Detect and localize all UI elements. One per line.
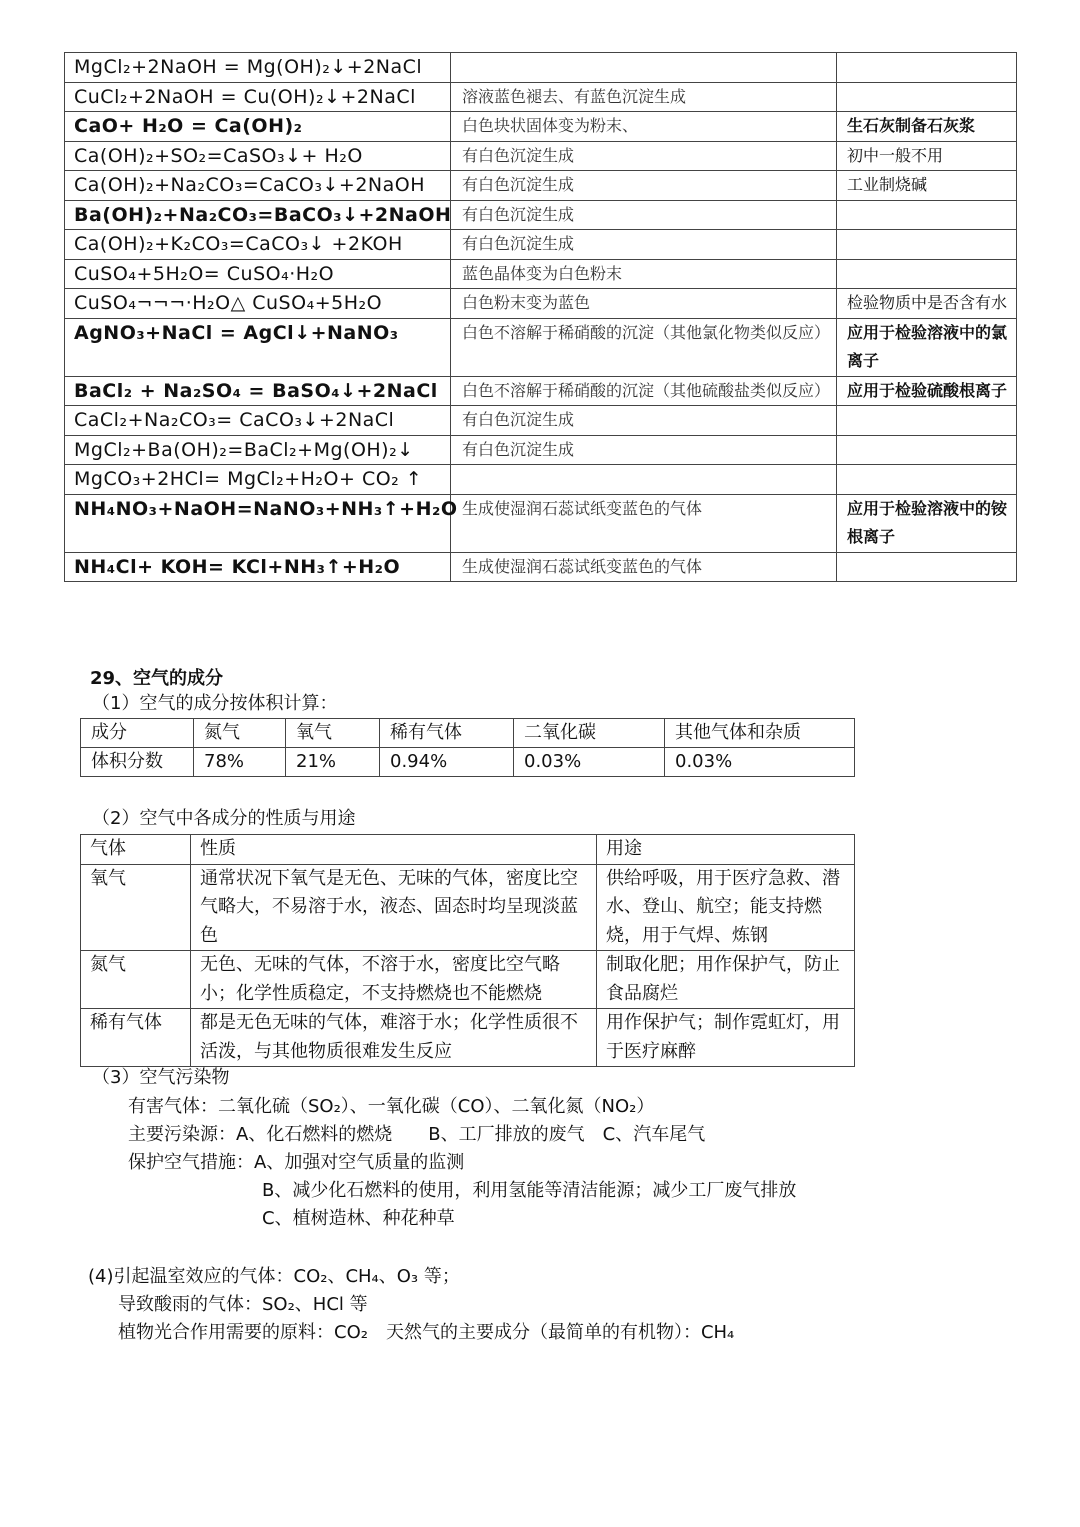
gas-use: 用作保护气；制作霓虹灯，用于医疗麻醉 <box>597 1009 855 1067</box>
subsection-3-title: （3）空气污染物 <box>92 1067 230 1088</box>
reaction-row <box>65 552 1017 582</box>
reaction-equation: NH₄Cl+ KOH= KCl+NH₃↑+H₂O <box>65 552 451 582</box>
reaction-row <box>65 171 1017 201</box>
reaction-phenomenon: 生成使湿润石蕊试纸变蓝色的气体 <box>451 494 837 552</box>
photosynthesis-note: 植物光合作用需要的原料：CO₂ 天然气的主要成分（最简单的有机物）：CH₄ <box>118 1322 735 1343</box>
reaction-note <box>837 552 1017 582</box>
reaction-note: 生石灰制备石灰浆 <box>837 112 1017 142</box>
reaction-note <box>837 200 1017 230</box>
protection-measure-a: 保护空气措施：A、加强对空气质量的监测 <box>128 1152 465 1173</box>
reaction-row <box>65 53 1017 83</box>
reaction-note <box>837 465 1017 495</box>
reaction-note: 应用于检验溶液中的铵根离子 <box>837 494 1017 552</box>
reaction-row <box>65 406 1017 436</box>
subsection-2-title: （2）空气中各成分的性质与用途 <box>92 808 356 829</box>
reaction-note <box>837 259 1017 289</box>
reaction-phenomenon: 有白色沉淀生成 <box>451 435 837 465</box>
reaction-equation: AgNO₃+NaCl = AgCl↓+NaNO₃ <box>65 318 451 376</box>
gas-property: 都是无色无味的气体，难溶于水；化学性质很不活泼，与其他物质很难发生反应 <box>191 1009 597 1067</box>
reaction-note: 初中一般不用 <box>837 141 1017 171</box>
harmful-gases: 有害气体：二氧化硫（SO₂）、一氧化碳（CO）、二氧化氮（NO₂） <box>128 1096 655 1117</box>
reaction-phenomenon: 白色不溶解于稀硝酸的沉淀（其他氯化物类似反应） <box>451 318 837 376</box>
reaction-equation: Ba(OH)₂+Na₂CO₃=BaCO₃↓+2NaOH <box>65 200 451 230</box>
gas-name: 氮气 <box>81 951 191 1009</box>
reaction-phenomenon: 白色粉末变为蓝色 <box>451 289 837 319</box>
properties-row <box>81 1009 855 1067</box>
reaction-note: 检验物质中是否含有水 <box>837 289 1017 319</box>
reaction-phenomenon: 有白色沉淀生成 <box>451 200 837 230</box>
reaction-equation: CaO+ H₂O = Ca(OH)₂ <box>65 112 451 142</box>
protection-measure-b: B、减少化石燃料的使用，利用氢能等清洁能源；减少工厂废气排放 <box>262 1180 797 1201</box>
reaction-phenomenon: 有白色沉淀生成 <box>451 230 837 260</box>
gas-use: 制取化肥；用作保护气，防止食品腐烂 <box>597 951 855 1009</box>
reaction-table <box>64 52 1017 582</box>
volume-value-cell: 体积分数 <box>81 748 194 777</box>
reaction-row <box>65 465 1017 495</box>
reaction-row <box>65 259 1017 289</box>
volume-header-cell: 二氧化碳 <box>514 719 665 748</box>
reaction-phenomenon: 蓝色晶体变为白色粉末 <box>451 259 837 289</box>
reaction-phenomenon: 有白色沉淀生成 <box>451 141 837 171</box>
reaction-note <box>837 230 1017 260</box>
acid-rain-gases: 导致酸雨的气体：SO₂、HCl 等 <box>118 1294 368 1315</box>
reaction-row <box>65 376 1017 406</box>
gas-property: 无色、无味的气体，不溶于水，密度比空气略小；化学性质稳定，不支持燃烧也不能燃烧 <box>191 951 597 1009</box>
reaction-equation: MgCl₂+Ba(OH)₂=BaCl₂+Mg(OH)₂↓ <box>65 435 451 465</box>
volume-value-cell: 0.94% <box>380 748 514 777</box>
volume-value-cell: 0.03% <box>514 748 665 777</box>
reaction-phenomenon: 溶液蓝色褪去、有蓝色沉淀生成 <box>451 82 837 112</box>
reaction-phenomenon: 白色不溶解于稀硝酸的沉淀（其他硫酸盐类似反应） <box>451 376 837 406</box>
reaction-row <box>65 82 1017 112</box>
reaction-row <box>65 289 1017 319</box>
properties-header-cell: 气体 <box>81 835 191 865</box>
reaction-note: 工业制烧碱 <box>837 171 1017 201</box>
reaction-phenomenon <box>451 465 837 495</box>
reaction-equation: Ca(OH)₂+K₂CO₃=CaCO₃↓ +2KOH <box>65 230 451 260</box>
volume-header-row <box>81 719 855 748</box>
gas-property: 通常状况下氧气是无色、无味的气体，密度比空气略大，不易溶于水，液态、固态时均呈现淡蓝色 <box>191 864 597 951</box>
properties-table <box>80 834 855 1067</box>
reaction-equation: Ca(OH)₂+SO₂=CaSO₃↓+ H₂O <box>65 141 451 171</box>
reaction-row <box>65 494 1017 552</box>
properties-header-row <box>81 835 855 865</box>
reaction-note <box>837 82 1017 112</box>
volume-header-cell: 稀有气体 <box>380 719 514 748</box>
reaction-equation: CuSO₄¬¬¬·H₂O△ CuSO₄+5H₂O <box>65 289 451 319</box>
reaction-note <box>837 53 1017 83</box>
reaction-equation: NH₄NO₃+NaOH=NaNO₃+NH₃↑+H₂O <box>65 494 451 552</box>
gas-name: 稀有气体 <box>81 1009 191 1067</box>
reaction-note: 应用于检验硫酸根离子 <box>837 376 1017 406</box>
reaction-equation: MgCl₂+2NaOH = Mg(OH)₂↓+2NaCl <box>65 53 451 83</box>
reaction-equation: CaCl₂+Na₂CO₃= CaCO₃↓+2NaCl <box>65 406 451 436</box>
properties-header-cell: 性质 <box>191 835 597 865</box>
reaction-note <box>837 406 1017 436</box>
reaction-phenomenon: 白色块状固体变为粉末、 <box>451 112 837 142</box>
volume-header-cell: 氮气 <box>194 719 286 748</box>
protection-measure-c: C、植树造林、种花种草 <box>262 1208 455 1229</box>
reaction-equation: CuSO₄+5H₂O= CuSO₄·H₂O <box>65 259 451 289</box>
gas-use: 供给呼吸，用于医疗急救、潜水、登山、航空；能支持燃烧，用于气焊、炼钢 <box>597 864 855 951</box>
reaction-phenomenon: 生成使湿润石蕊试纸变蓝色的气体 <box>451 552 837 582</box>
reaction-phenomenon <box>451 53 837 83</box>
reaction-equation: BaCl₂ + Na₂SO₄ = BaSO₄↓+2NaCl <box>65 376 451 406</box>
properties-row <box>81 864 855 951</box>
reaction-row <box>65 141 1017 171</box>
reaction-phenomenon: 有白色沉淀生成 <box>451 171 837 201</box>
reaction-row <box>65 230 1017 260</box>
volume-value-cell: 0.03% <box>665 748 855 777</box>
section-title: 29、空气的成分 <box>90 668 224 689</box>
reaction-note: 应用于检验溶液中的氯离子 <box>837 318 1017 376</box>
properties-header-cell: 用途 <box>597 835 855 865</box>
properties-row <box>81 951 855 1009</box>
greenhouse-gases: (4)引起温室效应的气体：CO₂、CH₄、O₃ 等； <box>88 1266 460 1287</box>
reaction-equation: Ca(OH)₂+Na₂CO₃=CaCO₃↓+2NaOH <box>65 171 451 201</box>
reaction-row <box>65 318 1017 376</box>
volume-header-cell: 其他气体和杂质 <box>665 719 855 748</box>
volume-value-row <box>81 748 855 777</box>
pollution-sources: 主要污染源：A、化石燃料的燃烧 B、工厂排放的废气 C、汽车尾气 <box>128 1124 706 1145</box>
reaction-note <box>837 435 1017 465</box>
volume-table <box>80 718 855 777</box>
reaction-row <box>65 435 1017 465</box>
reaction-phenomenon: 有白色沉淀生成 <box>451 406 837 436</box>
gas-name: 氧气 <box>81 864 191 951</box>
reaction-equation: MgCO₃+2HCl= MgCl₂+H₂O+ CO₂ ↑ <box>65 465 451 495</box>
reaction-row <box>65 200 1017 230</box>
reaction-equation: CuCl₂+2NaOH = Cu(OH)₂↓+2NaCl <box>65 82 451 112</box>
reaction-row <box>65 112 1017 142</box>
volume-value-cell: 78% <box>194 748 286 777</box>
volume-value-cell: 21% <box>286 748 380 777</box>
subsection-1-title: （1）空气的成分按体积计算： <box>92 693 338 714</box>
volume-header-cell: 成分 <box>81 719 194 748</box>
volume-header-cell: 氧气 <box>286 719 380 748</box>
